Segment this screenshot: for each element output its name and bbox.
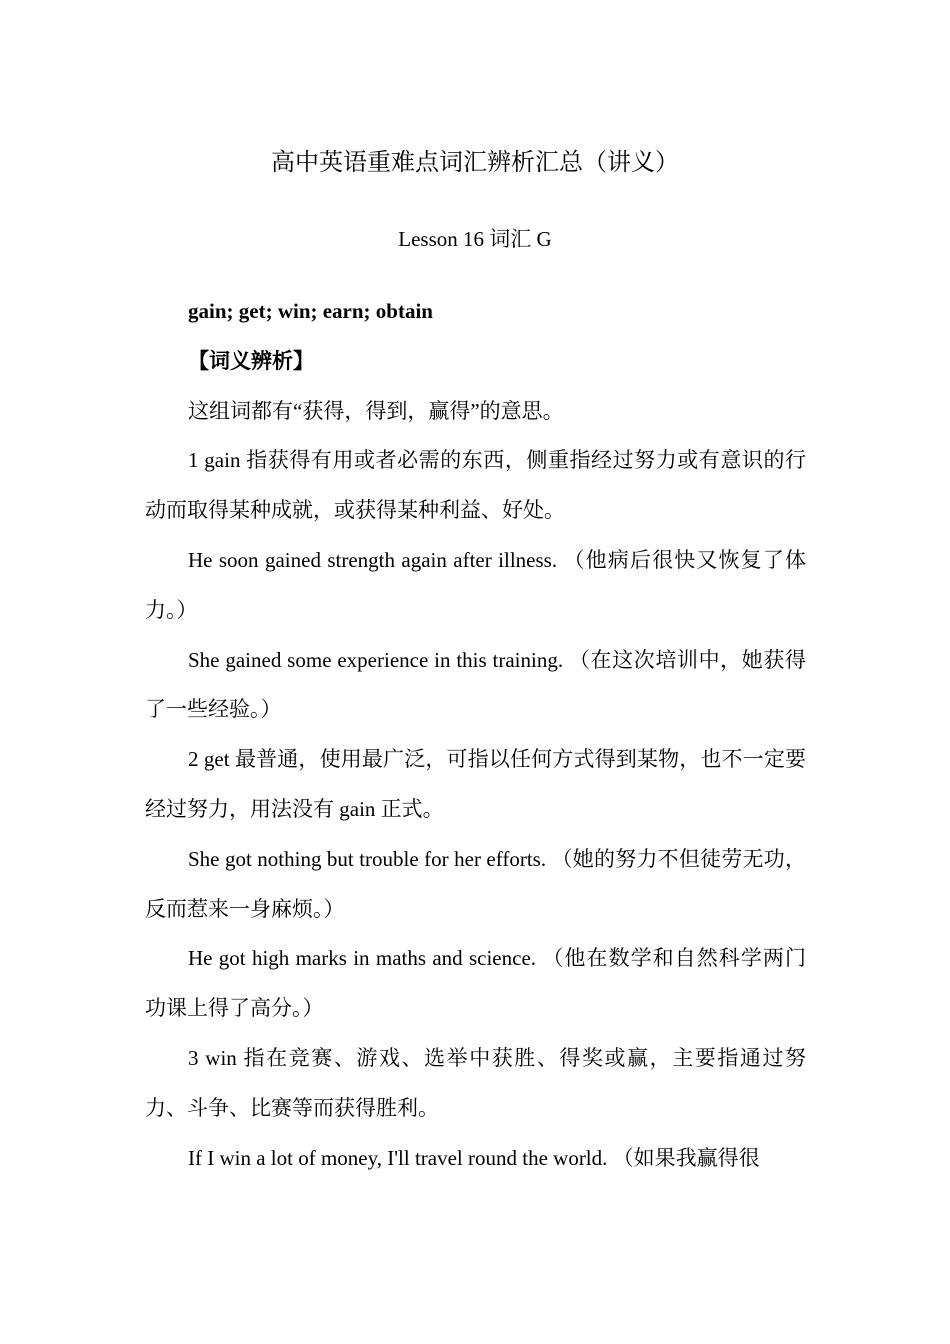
section-heading: 【词义辨析】	[188, 348, 314, 373]
word-group-heading: gain; get; win; earn; obtain	[188, 299, 433, 323]
intro-paragraph: 这组词都有“获得，得到，赢得”的意思。	[188, 398, 564, 423]
example-sentence: She got nothing but trouble for her efforts. （她的努力不但徒劳无功，反而惹来一身麻烦。）	[145, 846, 806, 921]
lesson-subtitle: Lesson 16 词汇 G	[398, 227, 552, 251]
document-body	[145, 287, 806, 1183]
example-sentence: If I win a lot of money, I'll travel round the world. （如果我赢得很	[188, 1145, 760, 1170]
example-sentence: She gained some experience in this training. （在这次培训中，她获得了一些经验。）	[145, 647, 806, 722]
definition-get: 2 get 最普通，使用最广泛，可指以任何方式得到某物，也不一定要经过努力，用法没有 gain 正式。	[145, 747, 806, 821]
example-sentence: He soon gained strength again after illness. （他病后很快又恢复了体力。）	[145, 547, 806, 622]
definition-win: 3 win 指在竞赛、游戏、选举中获胜、得奖或赢，主要指通过努力、斗争、比赛等而获得胜利。	[145, 1045, 806, 1120]
example-sentence: He got high marks in maths and science. （他在数学和自然科学两门功课上得了高分。）	[145, 946, 806, 1021]
definition-gain: 1 gain 指获得有用或者必需的东西，侧重指经过努力或有意识的行动而取得某种成就，或获得某种利益、好处。	[145, 448, 806, 523]
document-title: 高中英语重难点词汇辨析汇总（讲义）	[271, 150, 679, 176]
